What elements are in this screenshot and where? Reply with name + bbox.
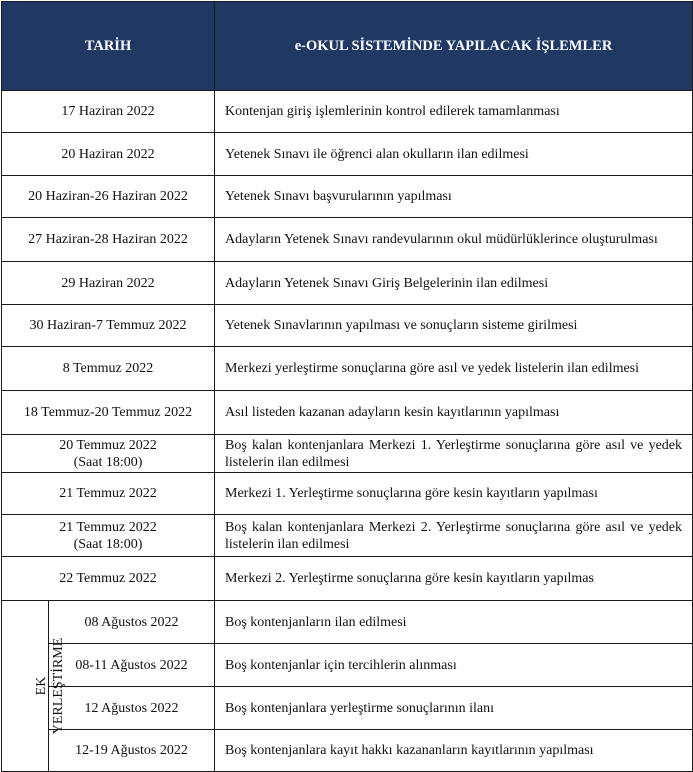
table-row xyxy=(2,557,693,601)
row-date-cell xyxy=(2,435,215,473)
ek-yerlestirme-label xyxy=(33,638,67,734)
table-row xyxy=(2,515,693,557)
table-row xyxy=(2,305,693,347)
ek-table-row xyxy=(2,687,693,730)
date-column-header: TARİH xyxy=(2,2,215,91)
table-row xyxy=(2,133,693,176)
operations-column-header: e-OKUL SİSTEMİNDE YAPILACAK İŞLEMLER xyxy=(215,2,693,91)
row-date: 29 Haziran 2022 xyxy=(2,262,215,305)
row-description: Yetenek Sınavı ile öğrenci alan okulların ilan edilmesi xyxy=(215,133,693,176)
row-date: 30 Haziran-7 Temmuz 2022 xyxy=(2,305,215,347)
ek-row-date: 08-11 Ağustos 2022 xyxy=(49,644,215,687)
ek-label-line1: EK xyxy=(34,676,50,696)
row-date: 8 Temmuz 2022 xyxy=(2,347,215,391)
ek-label-line2: YERLEŞTİRME xyxy=(51,637,67,735)
ek-row-date: 12 Ağustos 2022 xyxy=(49,687,215,730)
table-row xyxy=(2,176,693,218)
ek-row-description: Boş kontenjanlar için tercihlerin alınması xyxy=(215,644,693,687)
table-row xyxy=(2,262,693,305)
row-description: Merkezi yerleştirme sonuçlarına göre asıl ve yedek listelerin ilan edilmesi xyxy=(215,347,693,391)
table-row xyxy=(2,91,693,133)
row-date-cell xyxy=(2,515,215,557)
ek-row-date: 08 Ağustos 2022 xyxy=(49,601,215,644)
schedule-table xyxy=(1,1,693,772)
table-row xyxy=(2,391,693,435)
row-description: Asıl listeden kazanan adayların kesin kayıtlarının yapılması xyxy=(215,391,693,435)
table-row xyxy=(2,435,693,473)
row-date: 27 Haziran-28 Haziran 2022 xyxy=(2,218,215,262)
table-row xyxy=(2,473,693,515)
row-description: Yetenek Sınavı başvurularının yapılması xyxy=(215,176,693,218)
table-row xyxy=(2,218,693,262)
row-date: 21 Temmuz 2022 xyxy=(2,473,215,515)
row-description: Boş kalan kontenjanlara Merkezi 1. Yerleştirme sonuçlarına göre asıl ve yedek listelerin ilan edilmesi xyxy=(215,435,693,473)
row-time: (Saat 18:00) xyxy=(73,536,143,552)
ek-row-description: Boş kontenjanlara yerleştirme sonuçlarının ilanı xyxy=(215,687,693,730)
row-date: 22 Temmuz 2022 xyxy=(2,557,215,601)
row-description: Boş kalan kontenjanlara Merkezi 2. Yerleştirme sonuçlarına göre asıl ve yedek listelerin ilan edilmesi xyxy=(215,515,693,557)
row-date: 20 Temmuz 2022 xyxy=(59,437,157,453)
row-date: 18 Temmuz-20 Temmuz 2022 xyxy=(2,391,215,435)
ek-row-date: 12-19 Ağustos 2022 xyxy=(49,730,215,772)
ek-row-description: Boş kontenjanlara kayıt hakkı kazananların kayıtlarının yapılması xyxy=(215,730,693,772)
row-date: 17 Haziran 2022 xyxy=(2,91,215,133)
row-description: Merkezi 2. Yerleştirme sonuçlarına göre kesin kayıtların yapılmas xyxy=(215,557,693,601)
table-row xyxy=(2,347,693,391)
row-date: 21 Temmuz 2022 xyxy=(59,519,157,535)
row-date: 20 Haziran-26 Haziran 2022 xyxy=(2,176,215,218)
row-description: Yetenek Sınavlarının yapılması ve sonuçların sisteme girilmesi xyxy=(215,305,693,347)
header-row xyxy=(2,2,693,91)
ek-table-row xyxy=(2,644,693,687)
row-description: Merkezi 1. Yerleştirme sonuçlarına göre kesin kayıtların yapılması xyxy=(215,473,693,515)
row-date: 20 Haziran 2022 xyxy=(2,133,215,176)
ek-table-row xyxy=(2,730,693,772)
row-description: Kontenjan giriş işlemlerinin kontrol edilerek tamamlanması xyxy=(215,91,693,133)
row-description: Adayların Yetenek Sınavı Giriş Belgelerinin ilan edilmesi xyxy=(215,262,693,305)
ek-yerlestirme-label-cell xyxy=(2,601,67,772)
ek-table-row xyxy=(2,601,693,644)
row-description: Adayların Yetenek Sınavı randevularının okul müdürlüklerince oluşturulması xyxy=(215,218,693,262)
ek-row-description: Boş kontenjanların ilan edilmesi xyxy=(215,601,693,644)
row-time: (Saat 18:00) xyxy=(73,454,143,470)
